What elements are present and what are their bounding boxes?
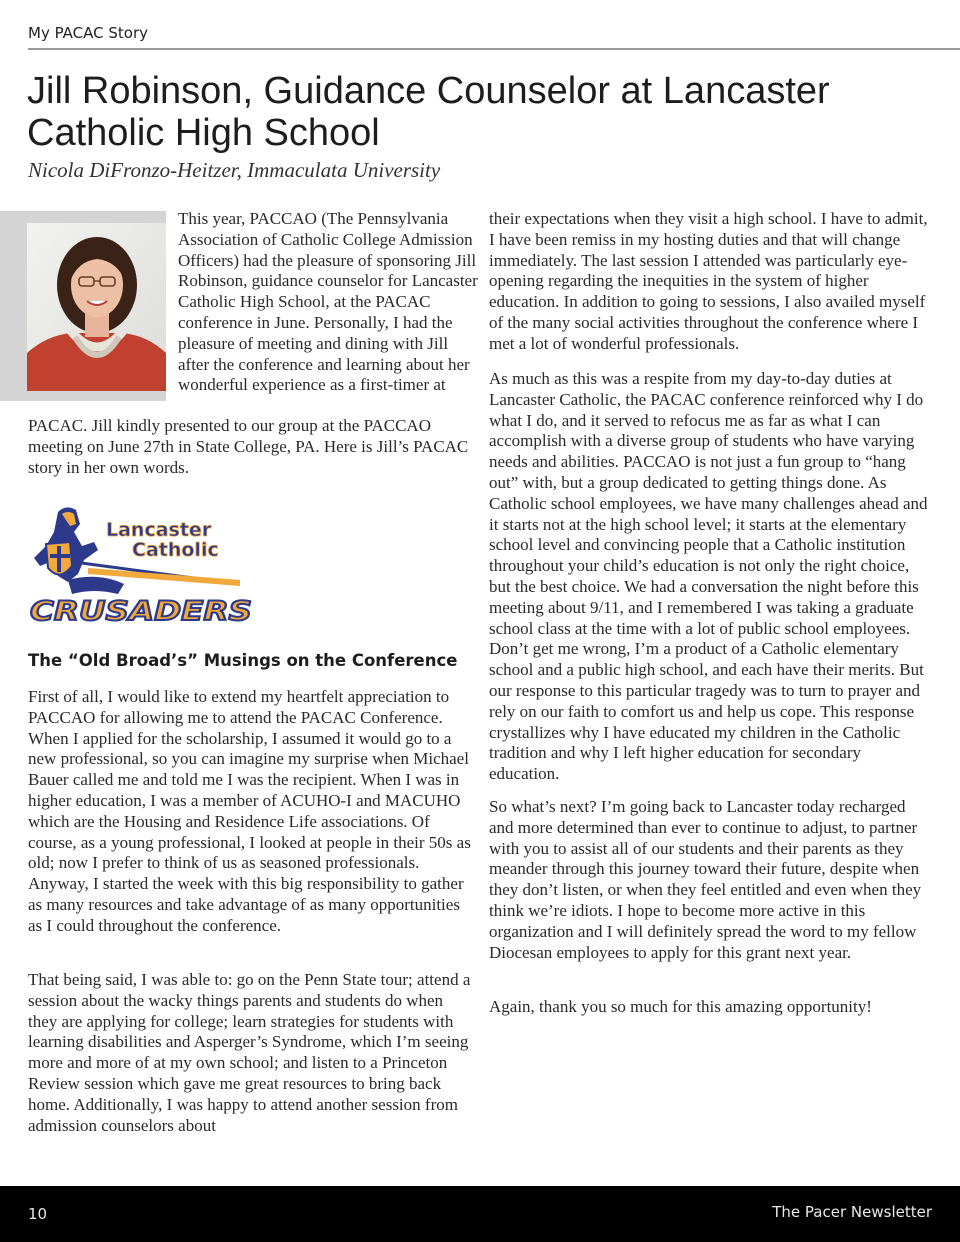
logo-line-2: Catholic: [132, 539, 219, 561]
right-paragraph-4: Again, thank you so much for this amazing opportunity!: [489, 997, 872, 1016]
section-label: My PACAC Story: [28, 24, 149, 42]
intro-paragraph-part-1: This year, PACCAO (The Pennsylvania Association of Catholic College Admission Officers) had the pleasure of sponsoring Jill Robinson, guidance counselor for Lancaster Catholic High School, at the PACAC conference in June. Personally, I had the pleasure of meeting and dining with Jill after the conference and learning about her wonderful experience as a first-timer at: [178, 209, 478, 395]
intro-paragraph-part-2: PACAC. Jill kindly presented to our group at the PACCAO meeting on June 27th in State College, PA. Here is Jill’s PACAC story in her own words.: [28, 416, 469, 477]
right-paragraph-2: As much as this was a respite from my day-to-day duties at Lancaster Catholic, the PACAC conference reinforced why I do what I do, and it served to refocus me as far as what I can accomplish with a diverse group of students who have varying needs and abilities. PACCAO is not just a fun group to “hang out” with, but a group dedicated to getting things done. As Catholic school employees, we have many challenges ahead and it starts not at the high school level; it starts at the elementary school level and convincing people that a Catholic institution throughout your child’s education is not only the right choice, but the best choice. We had a conversation the night before this meeting about 9/11, and I remembered I was taking a graduate school class at the time with a lot of public school employees. Don’t get me wrong, I’m a product of a Catholic elementary school and a public high school, and each have their merits. But our response to this particular tragedy was to turn to prayer and rely on our faith to comfort us and help us cope. This response crystallizes why I have educated my children in the Catholic tradition and why I left higher education for secondary education.: [489, 369, 928, 784]
portrait-photo: [27, 223, 166, 391]
header-rule: [28, 48, 960, 50]
title-line-2: Catholic High School: [27, 112, 380, 154]
left-paragraph-1: First of all, I would like to extend my heartfelt appreciation to PACCAO for allowing me to attend the PACAC Conference. When I applied for the scholarship, I assumed it would go to a new professional, so you can imagine my surprise when Michael Bauer called me and told me I was the recipient. When I was in higher education, I was a member of ACUHO-I and MACUHO which are the Housing and Residence Life associations. Of course, as a young professional, I looked at people in their 50s as old; now I prefer to think of us as seasoned professionals. Anyway, I started the week with this big responsibility to gather as many resources and take advantage of as many opportunities as I could throughout the conference.: [28, 687, 471, 935]
byline: Nicola DiFronzo-Heitzer, Immaculata University: [28, 158, 441, 182]
right-paragraph-3: So what’s next? I’m going back to Lancaster today recharged and more determined than ever to continue to adjust, to partner with you to assist all of our students and their parents as they meander through this journey toward their future, despite when they don’t listen, or when they feel entitled and even when they think we’re idiots. I hope to become more active in this organization and I will definitely spread the word to my fellow Diocesan employees to apply for this grant next year.: [489, 797, 922, 962]
section-subheading: The “Old Broad’s” Musings on the Conference: [28, 651, 458, 670]
article-title: [27, 70, 927, 154]
title-line-1: Jill Robinson, Guidance Counselor at Lancaster: [27, 70, 830, 112]
page-number: 10: [28, 1205, 48, 1223]
publication-name: The Pacer Newsletter: [772, 1203, 932, 1221]
right-paragraph-1: their expectations when they visit a high school. I have to admit, I have been remiss in my hosting duties and that will change immediately. The last session I attended was particularly eye-opening regarding the inequities in the system of higher education. In addition to going to sessions, I also availed myself of the many social activities throughout the conference where I met a lot of wonderful professionals.: [489, 209, 928, 353]
logo-line-1: Lancaster: [106, 519, 212, 541]
lancaster-catholic-crusaders-logo: [28, 502, 256, 624]
logo-team-name: CRUSADERS: [30, 596, 252, 624]
left-paragraph-2: That being said, I was able to: go on the Penn State tour; attend a session about the wacky things parents and students do when they are applying for college; learn strategies for students with learning disabilities and Asperger’s Syndrome, which I’m seeing more and more of at my own school; and listen to a Princeton Review session which gave me great resources to bring back home. Additionally, I was happy to attend another session from admission counselors about: [28, 970, 471, 1135]
